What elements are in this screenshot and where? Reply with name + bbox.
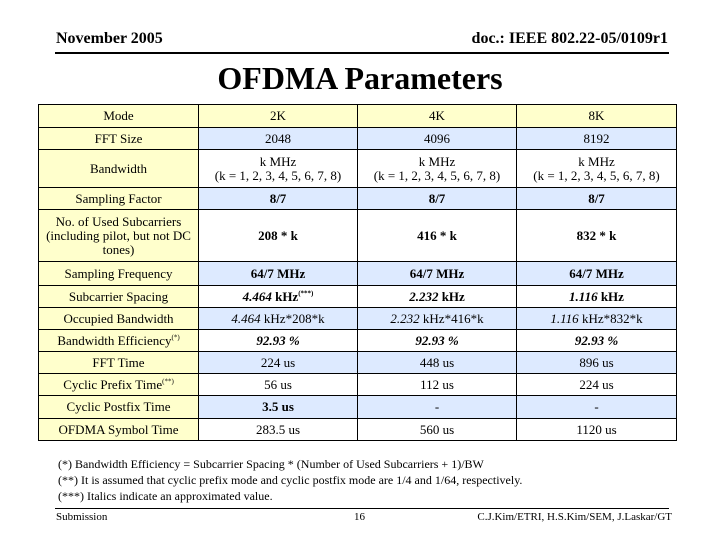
row-label-text: Cyclic Prefix Time — [63, 376, 163, 392]
cell-value: 3.5 us — [199, 396, 358, 419]
spacing-value: 4.464 — [242, 288, 272, 304]
bandwidth-value: k MHz — [578, 153, 615, 169]
cell-value: 64/7 MHz — [358, 262, 517, 286]
ofdma-parameters-table — [38, 104, 677, 441]
occupied-formula: kHz*416*k — [422, 310, 484, 326]
occupied-value: 1.116 — [550, 310, 579, 326]
row-label: Occupied Bandwidth — [39, 308, 199, 330]
row-label: FFT Time — [39, 352, 199, 374]
footnote-3: (***) Italics indicate an approximated value. — [58, 489, 273, 503]
cell-value: 92.93 % — [517, 330, 677, 352]
table-row-used-subcarriers — [39, 210, 677, 262]
cell-value: 2048 — [199, 128, 358, 150]
row-label: Bandwidth — [39, 150, 199, 188]
cell-value: - — [517, 396, 677, 419]
cell-value — [199, 308, 358, 330]
mode-label: Mode — [39, 105, 199, 128]
cell-value — [517, 308, 677, 330]
cell-value — [199, 286, 358, 308]
mode-4k: 4K — [358, 105, 517, 128]
cell-value: 8/7 — [199, 188, 358, 210]
cell-value — [517, 286, 677, 308]
table-row-sampling-factor — [39, 188, 677, 210]
header-rule — [55, 52, 669, 54]
footnote-mark: (*) — [171, 333, 180, 342]
mode-2k: 2K — [199, 105, 358, 128]
footnote-1: (*) Bandwidth Efficiency = Subcarrier Spacing * (Number of Used Subcarriers + 1)/BW — [58, 457, 484, 471]
cell-value — [358, 308, 517, 330]
bandwidth-range: (k = 1, 2, 3, 4, 5, 6, 7, 8) — [373, 167, 501, 183]
table-row-subcarrier-spacing — [39, 286, 677, 308]
cell-value — [517, 150, 677, 188]
bandwidth-range: (k = 1, 2, 3, 4, 5, 6, 7, 8) — [214, 167, 342, 183]
footnote-mark: (**) — [162, 377, 174, 386]
cell-value: 8/7 — [358, 188, 517, 210]
row-label — [39, 330, 199, 352]
mode-8k: 8K — [517, 105, 677, 128]
table-row-fft-size — [39, 128, 677, 150]
footnotes — [58, 456, 522, 504]
bandwidth-value: k MHz — [259, 153, 297, 169]
row-label: OFDMA Symbol Time — [39, 419, 199, 441]
table-row-symbol-time — [39, 419, 677, 441]
spacing-unit: kHz — [441, 288, 465, 304]
cell-value: 92.93 % — [358, 330, 517, 352]
occupied-formula: kHz*208*k — [263, 310, 325, 326]
spacing-value: 1.116 — [569, 288, 598, 304]
footer-authors: C.J.Kim/ETRI, H.S.Kim/SEM, J.Laskar/GT — [477, 511, 672, 523]
cell-value: 560 us — [358, 419, 517, 441]
row-label: No. of Used Subcarriers (including pilot, but not DC tones) — [39, 210, 199, 262]
slide-title: OFDMA Parameters — [217, 60, 503, 96]
spacing-unit: kHz — [600, 288, 624, 304]
cell-value: 224 us — [199, 352, 358, 374]
cell-value — [358, 150, 517, 188]
occupied-formula: kHz*832*k — [581, 310, 643, 326]
table-row-cyclic-prefix-time — [39, 374, 677, 396]
table-row-fft-time — [39, 352, 677, 374]
spacing-value: 2.232 — [409, 288, 439, 304]
table-row-cyclic-postfix-time — [39, 396, 677, 419]
cell-value: 416 * k — [358, 210, 517, 262]
footnote-2: (**) It is assumed that cyclic prefix mode and cyclic postfix mode are 1/4 and 1/64, respectively. — [58, 473, 523, 487]
cell-value: 56 us — [199, 374, 358, 396]
cell-value: 224 us — [517, 374, 677, 396]
occupied-value: 4.464 — [231, 310, 261, 326]
header-doc-id: doc.: IEEE 802.22-05/0109r1 — [471, 30, 668, 47]
cell-value: 8/7 — [517, 188, 677, 210]
row-label: Sampling Factor — [39, 188, 199, 210]
cell-value: 64/7 MHz — [199, 262, 358, 286]
cell-value: 64/7 MHz — [517, 262, 677, 286]
row-label: Cyclic Postfix Time — [39, 396, 199, 419]
cell-value — [199, 150, 358, 188]
table-row-bandwidth-efficiency — [39, 330, 677, 352]
occupied-value: 2.232 — [390, 310, 420, 326]
header-date: November 2005 — [56, 30, 163, 47]
cell-value — [358, 286, 517, 308]
cell-value: 92.93 % — [199, 330, 358, 352]
row-label: Sampling Frequency — [39, 262, 199, 286]
cell-value: 8192 — [517, 128, 677, 150]
spacing-unit: kHz — [275, 288, 299, 304]
table-row-occupied-bandwidth — [39, 308, 677, 330]
cell-value: 1120 us — [517, 419, 677, 441]
footnote-mark: (***) — [298, 289, 314, 298]
cell-value: 208 * k — [199, 210, 358, 262]
cell-value: 896 us — [517, 352, 677, 374]
cell-value: 832 * k — [517, 210, 677, 262]
cell-value: 112 us — [358, 374, 517, 396]
row-label — [39, 374, 199, 396]
table-row-mode — [39, 105, 677, 128]
row-label: Subcarrier Spacing — [39, 286, 199, 308]
table-row-sampling-frequency — [39, 262, 677, 286]
table-row-bandwidth — [39, 150, 677, 188]
cell-value: 4096 — [358, 128, 517, 150]
cell-value: 448 us — [358, 352, 517, 374]
bandwidth-range: (k = 1, 2, 3, 4, 5, 6, 7, 8) — [533, 167, 660, 183]
cell-value: 283.5 us — [199, 419, 358, 441]
row-label: FFT Size — [39, 128, 199, 150]
footer-rule — [55, 508, 669, 509]
page-number: 16 — [354, 511, 365, 523]
bandwidth-value: k MHz — [418, 153, 456, 169]
cell-value: - — [358, 396, 517, 419]
footer-submission: Submission — [56, 511, 108, 523]
row-label-text: Bandwidth Efficiency — [57, 332, 172, 348]
